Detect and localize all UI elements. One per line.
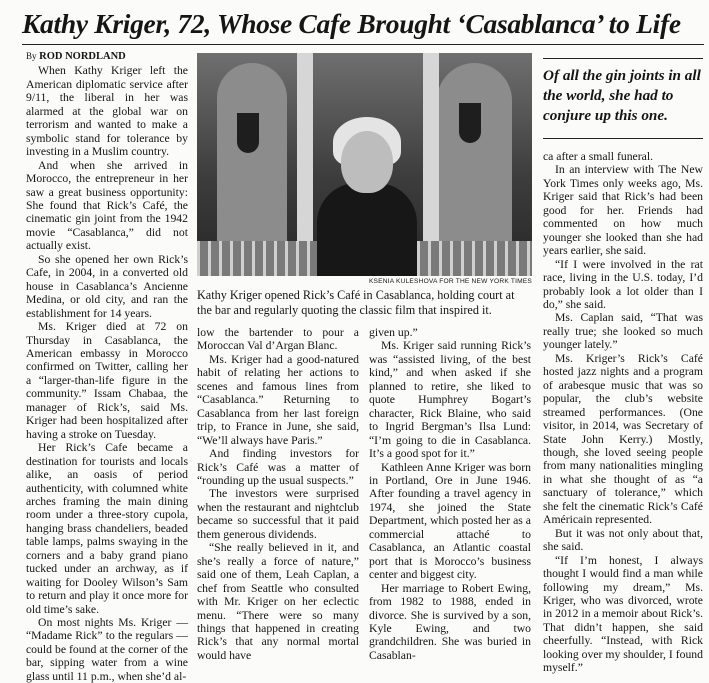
photo-arch [217, 63, 287, 243]
byline-name: ROD NORDLAND [39, 51, 126, 62]
photo-subject-body [317, 183, 417, 276]
photo-arch [437, 63, 512, 243]
byline [26, 50, 188, 63]
photo-credit: KSENIA KULESHOVA FOR THE NEW YORK TIMES [368, 278, 532, 285]
photo-subject [317, 123, 417, 276]
byline-prefix: By [26, 51, 37, 61]
paragraph: Her Rick’s Cafe became a destination for tourists and locals alike, an oasis of period authenticity, with columned white arches framing the main dining room under a three-story cupola, hanging brass chandeliers, beaded table lamps, palms swaying in the corners and a baby grand piano tucked under an archway, as if waiting for Dooley Wilson’s Sam to return and play it once more for old time’s sake. [26, 441, 188, 616]
paragraph: Ms. Caplan said, “That was really true; she looked so much younger lately.” [543, 311, 703, 352]
paragraph: “If I’m honest, I always thought I would find a man while following my dream,” Ms. Kriger, who was divorced, wrote in 2012 in a memoir about Rick’s. That didn’t happen, she said cheerfully. “Instead, with Rick looking over my shoulder, I found myself.” [543, 553, 703, 675]
photo-caption: Kathy Kriger opened Rick’s Café in Casablanca, holding court at the bar and regularly quoting the classic film that inspired it. [197, 288, 515, 317]
headline-rule [22, 44, 704, 45]
pullquote-rule-bottom [543, 138, 703, 139]
article-column-2 [197, 326, 359, 662]
paragraph: But it was not only about that, she said. [543, 526, 703, 554]
headline: Kathy Kriger, 72, Whose Cafe Brought ‘Casablanca’ to Life [22, 8, 681, 39]
article-column-4 [543, 150, 703, 675]
paragraph: “She really believed in it, and she’s really a force of nature,” said one of them, Leah Caplan, a chef from Seattle who consulted with Mr. Kriger on her eclectic menu. “There were so many things that happened in creating Rick’s that any normal mortal would have [197, 541, 359, 662]
paragraph: When Kathy Kriger left the American diplomatic service after 9/11, the liberal in her was alarmed at the global war on terrorism and wanted to make a symbolic stand for tolerance by investing in a Muslim country. [26, 64, 188, 159]
paragraph: On most nights Ms. Kriger — “Madame Rick” to the regulars — could be found at the corner of the bar, sipping water from a wine glass until 11 p.m., when she’d al- [26, 616, 188, 683]
article-photo [197, 53, 532, 276]
paragraph: And finding investors for Rick’s Café was a matter of “rounding up the usual suspects.” [197, 447, 359, 487]
paragraph: And when she arrived in Morocco, the entrepreneur in her saw a great business opportunity: She found that Rick’s Café, the cinematic gin joint from the 1942 movie “Casablanca,” did not actually exist. [26, 158, 188, 253]
paragraph: Ms. Kriger had a good-natured habit of relating her actions to scenes and famous lines from “Casablanca.” Returning to Casablanca from her last foreign trip, to France in June, she said, “We’ll always have Paris.” [197, 352, 359, 447]
paragraph: “If I were involved in the rat race, living in the U.S. today, I’d probably look a lot older than I do,” she said. [543, 257, 703, 311]
photo-subject-face [341, 131, 393, 193]
pull-quote: Of all the gin joints in all the world, she had to conjure up this one. [543, 67, 701, 124]
paragraph: Her marriage to Robert Ewing, from 1982 to 1988, ended in divorce. She is survived by a son, Kyle Ewing, and two grandchildren. She was buried in Casablan- [369, 581, 531, 662]
paragraph: low the bartender to pour a Moroccan Val d’Argan Blanc. [197, 326, 359, 353]
article-column-1 [26, 50, 188, 683]
paragraph: ca after a small funeral. [543, 150, 653, 163]
paragraph: The investors were surprised when the restaurant and nightclub became so successful that it paid them generous dividends. [197, 487, 359, 541]
pullquote-rule-top [543, 58, 703, 59]
paragraph: Kathleen Anne Kriger was born in Portland, Ore in June 1946. After founding a travel agency in 1974, she joined the State Department, which posted her as a commercial attaché to Casablanca, an Atlantic coastal port that is Morocco’s business center and biggest city. [369, 460, 531, 582]
paragraph: Ms. Kriger’s Rick’s Café hosted jazz nights and a program of arabesque music that was so popular, the club’s website streamed performances. (One visitor, in 2014, was Secretary of State John Kerry.) Mostly, though, she loved seeing people from many nationalities mingling in what she thought of as “a sanctuary of tolerance,” which she felt the cinematic Rick’s Café Américain represented. [543, 351, 703, 527]
photo-lamp [459, 103, 481, 143]
article-column-3 [369, 326, 531, 662]
paragraph: In an interview with The New York Times only weeks ago, Ms. Kriger said that Rick’s had been good for her. Friends had commented on how much younger she looked than she had years earlier, she said. [543, 163, 703, 258]
paragraph: So she opened her own Rick’s Cafe, in 2004, in a converted old house in Casablanca’s Ancienne Medina, or old city, and ran the establishment for 14 years. [26, 252, 188, 320]
photo-lamp [237, 113, 259, 153]
paragraph: given up.” [369, 326, 418, 339]
paragraph: Ms. Kriger said running Rick’s was “assisted living, of the best kind,” and when asked if she planned to retire, she liked to quote Humphrey Bogart’s character, Rick Blaine, who said to Ingrid Bergman’s Ilsa Lund: “I’m going to die in Casablanca. It’s a good spot for it.” [369, 339, 531, 461]
paragraph: Ms. Kriger died at 72 on Thursday in Casablanca, the American embassy in Morocco confirmed on Twitter, calling her a “larger-than-life figure in the community.” Issam Chabaa, the manager of Rick’s, said Ms. Kriger had been hospitalized after having a stroke on Tuesday. [26, 320, 188, 441]
